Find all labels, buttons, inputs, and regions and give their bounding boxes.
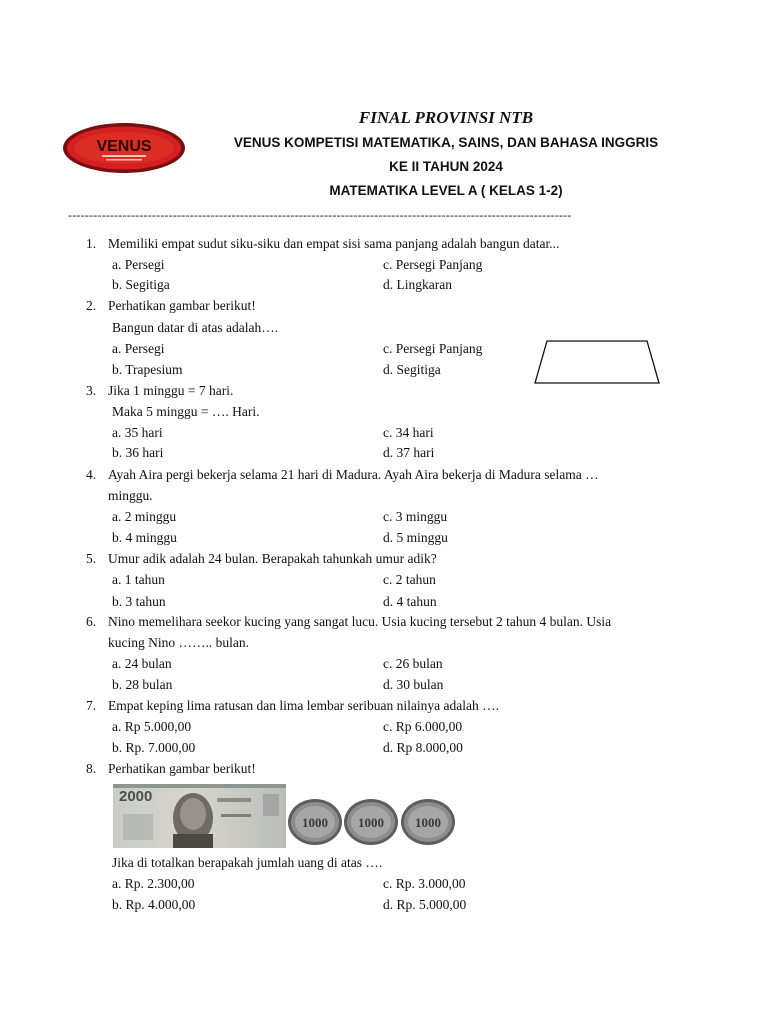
question-text: Perhatikan gambar berikut! [108, 298, 256, 313]
question-text: Nino memelihara seekor kucing yang sangat lucu. Usia kucing tersebut 2 tahun 4 bulan. Usia [108, 614, 612, 629]
logo-text: VENUS [96, 138, 152, 155]
option-a: a. Persegi [112, 257, 165, 272]
question-number: 6. [86, 614, 97, 629]
option-d: d. 30 bulan [383, 677, 444, 692]
option-a: a. Rp 5.000,00 [112, 719, 192, 734]
question-text: Jika di totalkan berapakah jumlah uang di atas …. [112, 855, 383, 870]
banknote-image [113, 784, 286, 848]
question-text: kucing Nino …….. bulan. [108, 635, 249, 650]
question-text: Jika 1 minggu = 7 hari. [108, 383, 234, 398]
option-d: d. Rp. 5.000,00 [383, 897, 467, 912]
question-text: Ayah Aira pergi bekerja selama 21 hari di Madura. Ayah Aira bekerja di Madura selama … [108, 467, 599, 482]
venus-logo [62, 122, 186, 174]
coin-image [343, 798, 399, 846]
option-a: a. 2 minggu [112, 509, 177, 524]
option-b: b. 36 hari [112, 445, 164, 460]
option-d: d. Rp 8.000,00 [383, 740, 463, 755]
option-b: b. 28 bulan [112, 677, 173, 692]
option-c: c. Rp 6.000,00 [383, 719, 463, 734]
option-a: a. Persegi [112, 341, 165, 356]
question-text: Empat keping lima ratusan dan lima lembar seribuan nilainya adalah …. [108, 698, 499, 713]
question-text: Perhatikan gambar berikut! [108, 761, 256, 776]
page-title: FINAL PROVINSI NTB [358, 108, 534, 127]
question-number: 7. [86, 698, 97, 713]
question-text: Bangun datar di atas adalah…. [112, 320, 279, 335]
option-b: b. Rp. 7.000,00 [112, 740, 196, 755]
question-number: 4. [86, 467, 97, 482]
question-text: Memiliki empat sudut siku-siku dan empat sisi sama panjang adalah bangun datar... [108, 236, 560, 251]
coin-value: 1000 [358, 815, 384, 830]
question-text: Maka 5 minggu = …. Hari. [112, 404, 260, 419]
option-a: a. 35 hari [112, 425, 163, 440]
banknote-value: 2000 [119, 788, 153, 805]
coin-image [287, 798, 343, 846]
trapezoid-figure [533, 339, 661, 385]
option-c: c. 3 minggu [383, 509, 448, 524]
question-text: minggu. [108, 488, 153, 503]
question-text: Umur adik adalah 24 bulan. Berapakah tahunkah umur adik? [108, 551, 437, 566]
option-c: c. 26 bulan [383, 656, 443, 671]
option-b: b. Rp. 4.000,00 [112, 897, 196, 912]
question-number: 2. [86, 298, 97, 313]
option-a: a. 1 tahun [112, 572, 165, 587]
option-d: d. 4 tahun [383, 594, 437, 609]
coin-value: 1000 [302, 815, 328, 830]
question-number: 3. [86, 383, 97, 398]
question-number: 1. [86, 236, 97, 251]
option-d: d. 37 hari [383, 445, 435, 460]
competition-edition: KE II TAHUN 2024 [389, 159, 503, 174]
coin-value: 1000 [415, 815, 441, 830]
divider: ------------------------------------------------------------------------------------------------------------------------ [68, 208, 572, 222]
option-b: b. Trapesium [112, 362, 183, 377]
option-d: d. Segitiga [383, 362, 441, 377]
option-a: a. 24 bulan [112, 656, 172, 671]
option-c: c. Persegi Panjang [383, 341, 483, 356]
option-c: c. Persegi Panjang [383, 257, 483, 272]
option-b: b. 4 minggu [112, 530, 177, 545]
option-d: d. Lingkaran [383, 277, 452, 292]
level-title: MATEMATIKA LEVEL A ( KELAS 1-2) [329, 183, 563, 198]
question-number: 5. [86, 551, 97, 566]
option-c: c. Rp. 3.000,00 [383, 876, 466, 891]
option-c: c. 34 hari [383, 425, 434, 440]
option-b: b. Segitiga [112, 277, 170, 292]
option-a: a. Rp. 2.300,00 [112, 876, 195, 891]
option-b: b. 3 tahun [112, 594, 166, 609]
coin-image [400, 798, 456, 846]
question-number: 8. [86, 761, 97, 776]
competition-name: VENUS KOMPETISI MATEMATIKA, SAINS, DAN BAHASA INGGRIS [233, 135, 659, 150]
option-c: c. 2 tahun [383, 572, 436, 587]
option-d: d. 5 minggu [383, 530, 448, 545]
